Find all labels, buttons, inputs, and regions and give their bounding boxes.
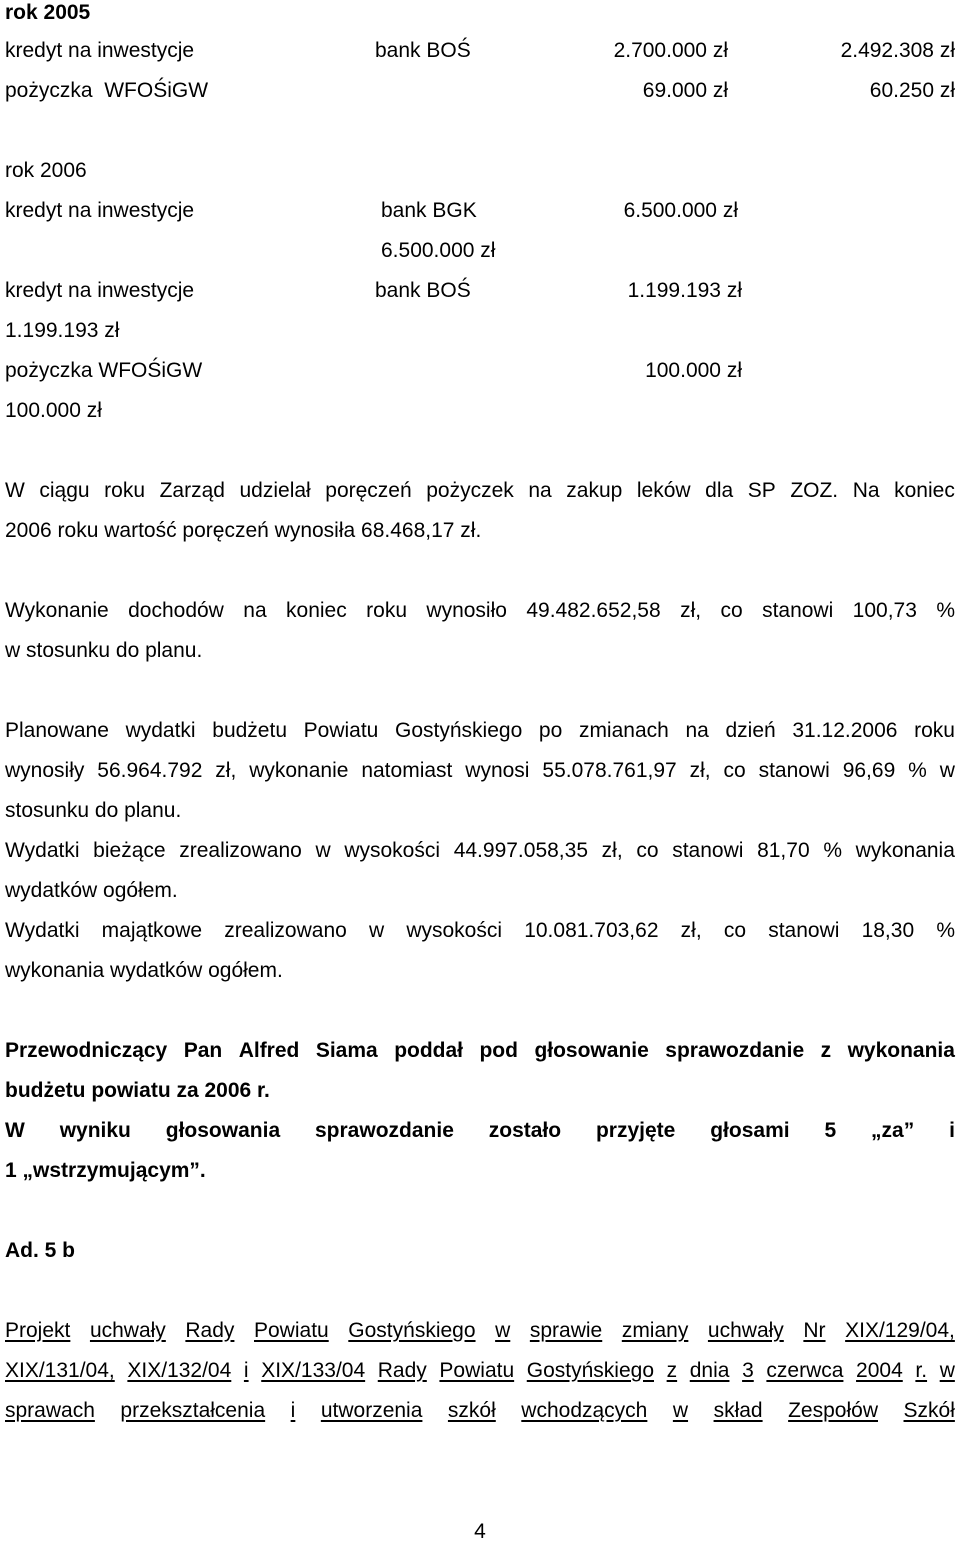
word: stanowi [672, 839, 744, 862]
word: 10.081.703,62 [524, 919, 659, 942]
word: Szkół [903, 1399, 955, 1422]
loan-type: kredyt na inwestycje [5, 279, 195, 302]
word: co [720, 599, 743, 622]
word: zł, [689, 759, 711, 782]
word: z [820, 1039, 832, 1062]
word: sprawozdanie [665, 1039, 805, 1062]
word: 96,69 [842, 759, 896, 782]
word: 81,70 [757, 839, 810, 862]
word: Wydatki [5, 839, 80, 862]
loan-amount-remaining: 1.199.193 zł [5, 319, 120, 342]
paragraph-vote-result-line: 1 „wstrzymującym”. [5, 1159, 206, 1182]
word: Alfred [238, 1039, 300, 1062]
word: i [949, 1119, 955, 1142]
word: przyjęte [595, 1119, 676, 1142]
loan-amount-remaining: 100.000 zł [5, 399, 102, 422]
word: poręczeń [325, 479, 412, 502]
loan-amount: 100.000 zł [645, 359, 742, 382]
word: zostało [488, 1119, 562, 1142]
word: zrealizowano [224, 919, 347, 942]
section-heading-2005: rok 2005 [5, 1, 91, 24]
word: Powiatu [303, 719, 379, 742]
word: udzielał [239, 479, 311, 502]
paragraph-vote-result-line [5, 1118, 955, 1144]
word: Siama [315, 1039, 378, 1062]
word: zł, [215, 759, 237, 782]
word: koniec [894, 479, 955, 502]
word: wysokości [344, 839, 441, 862]
word: przekształcenia [120, 1399, 266, 1422]
word: w [939, 1359, 955, 1382]
word: wykonania [847, 1039, 955, 1062]
loan-type: pożyczka WFOŚiGW [5, 359, 203, 382]
word: 31.12.2006 [792, 719, 898, 742]
loan-amount-remaining: 6.500.000 zł [381, 239, 496, 262]
loan-amount-remaining: 2.492.308 zł [840, 39, 955, 62]
word: głosowanie [534, 1039, 649, 1062]
word: Powiatu [439, 1359, 515, 1382]
word: uchwały [89, 1319, 166, 1342]
word: SP [747, 479, 776, 502]
word: wykonania [855, 839, 955, 862]
loan-type: pożyczka WFOŚiGW [5, 79, 209, 102]
word: utworzenia [320, 1399, 423, 1422]
word: Przewodniczący [5, 1039, 168, 1062]
word: XIX/131/04, [5, 1359, 115, 1382]
loan-amount: 6.500.000 zł [623, 199, 738, 222]
word: % [936, 919, 955, 942]
word: 55.078.761,97 [542, 759, 677, 782]
word: i [243, 1359, 249, 1382]
paragraph-income-line [5, 598, 955, 624]
paragraph-expenses-line [5, 758, 955, 784]
word: skład [713, 1399, 763, 1422]
word: pożyczek [426, 479, 514, 502]
word: W [5, 479, 25, 502]
word: zmianach [578, 719, 669, 742]
word: 56.964.792 [97, 759, 203, 782]
loan-bank: bank BOŚ [375, 279, 471, 302]
word: zł, [680, 919, 702, 942]
word: w [939, 759, 955, 782]
word: Zarząd [159, 479, 225, 502]
word: 100,73 [852, 599, 917, 622]
word: roku [366, 599, 407, 622]
word: Powiatu [254, 1319, 329, 1342]
paragraph-current-expenses-line: wydatków ogółem. [5, 879, 178, 902]
section-heading-2006: rok 2006 [5, 159, 87, 182]
loan-amount: 2.700.000 zł [613, 39, 728, 62]
word: zrealizowano [179, 839, 302, 862]
word: zakup [566, 479, 623, 502]
word: Wykonanie [5, 599, 109, 622]
word: XIX/129/04, [845, 1319, 955, 1342]
word: na [243, 599, 267, 622]
word: 5 [824, 1119, 837, 1142]
word: natomiast [361, 759, 453, 782]
loan-amount: 69.000 zł [642, 79, 728, 102]
word: Na [852, 479, 880, 502]
word: z [666, 1359, 678, 1382]
word: Rady [185, 1319, 235, 1342]
word: na [685, 719, 709, 742]
word: co [723, 919, 747, 942]
word: poddał [394, 1039, 464, 1062]
paragraph-capital-expenses-line [5, 918, 955, 944]
word: W [5, 1119, 25, 1142]
paragraph-expenses-line [5, 718, 955, 744]
word: 44.997.058,35 [453, 839, 588, 862]
word: sprawozdanie [315, 1119, 454, 1142]
word: w [495, 1319, 511, 1342]
word: majątkowe [101, 919, 203, 942]
word: dochodów [128, 599, 224, 622]
word: Wydatki [5, 919, 80, 942]
word: % [823, 839, 842, 862]
word: wynosiło [426, 599, 507, 622]
paragraph-current-expenses-line [5, 838, 955, 864]
paragraph-expenses-line: stosunku do planu. [5, 799, 182, 822]
loan-bank: bank BGK [381, 199, 477, 222]
word: Nr [803, 1319, 826, 1342]
word: bieżące [93, 839, 166, 862]
word: ciągu [39, 479, 90, 502]
word: wydatki [125, 719, 196, 742]
word: po [538, 719, 563, 742]
word: % [908, 759, 927, 782]
word: wykonanie [249, 759, 349, 782]
word: Gostyńskiego [348, 1319, 476, 1342]
loan-type: kredyt na inwestycje [5, 199, 195, 222]
word: w [368, 919, 385, 942]
word: dla [705, 479, 734, 502]
word: zł, [601, 839, 623, 862]
word: sprawie [529, 1319, 603, 1342]
word: pod [479, 1039, 518, 1062]
word: czerwca [766, 1359, 844, 1382]
word: 18,30 [861, 919, 915, 942]
word: stanowi [768, 919, 840, 942]
loan-amount: 1.199.193 zł [627, 279, 742, 302]
word: wynosiły [5, 759, 85, 782]
word: uchwały [707, 1319, 784, 1342]
word: 3 [742, 1359, 754, 1382]
word: zmiany [621, 1319, 689, 1342]
paragraph-capital-expenses-line: wykonania wydatków ogółem. [5, 959, 283, 982]
word: szkół [447, 1399, 496, 1422]
loan-type: kredyt na inwestycje [5, 39, 195, 62]
page-number: 4 [474, 1520, 486, 1543]
word: co [636, 839, 659, 862]
word: XIX/132/04 [127, 1359, 232, 1382]
word: wchodzących [521, 1399, 648, 1422]
word: stanowi [762, 599, 834, 622]
word: XIX/133/04 [261, 1359, 366, 1382]
word: Zespołów [788, 1399, 878, 1422]
word: w [315, 839, 331, 862]
word: głosami [710, 1119, 790, 1142]
word: wyniku [59, 1119, 131, 1142]
word: wysokości [406, 919, 503, 942]
resolution-title-line [5, 1318, 955, 1344]
word: sprawach [5, 1399, 95, 1422]
word: Projekt [5, 1319, 71, 1342]
word: roku [104, 479, 146, 502]
word: leków [636, 479, 691, 502]
word: w [672, 1399, 689, 1422]
word: głosowania [165, 1119, 281, 1142]
word: % [936, 599, 955, 622]
resolution-title-line [5, 1398, 955, 1424]
word: wynosi [465, 759, 530, 782]
word: Planowane [5, 719, 109, 742]
word: zł, [680, 599, 702, 622]
paragraph-guarantees-line: 2006 roku wartość poręczeń wynosiła 68.468,17 zł. [5, 519, 482, 542]
word: koniec [286, 599, 347, 622]
paragraph-income-line: w stosunku do planu. [5, 639, 203, 662]
loan-amount-remaining: 60.250 zł [869, 79, 955, 102]
word: Gostyńskiego [395, 719, 523, 742]
word: na [528, 479, 552, 502]
word: Gostyńskiego [526, 1359, 654, 1382]
paragraph-vote-call-line [5, 1038, 955, 1064]
word: r. [915, 1359, 928, 1382]
word: ZOZ. [790, 479, 839, 502]
word: stanowi [758, 759, 830, 782]
resolution-title-line [5, 1358, 955, 1384]
word: 49.482.652,58 [526, 599, 661, 622]
word: dnia [689, 1359, 730, 1382]
word: Pan [183, 1039, 223, 1062]
paragraph-vote-call-line: budżetu powiatu za 2006 r. [5, 1079, 270, 1102]
word: i [290, 1399, 296, 1422]
word: budżetu [212, 719, 287, 742]
loan-bank: bank BOŚ [375, 39, 471, 62]
word: dzień [725, 719, 776, 742]
word: roku [914, 719, 955, 742]
agenda-item-heading: Ad. 5 b [5, 1239, 76, 1262]
word: 2004 [856, 1359, 903, 1382]
word: Rady [377, 1359, 427, 1382]
word: co [723, 759, 746, 782]
paragraph-guarantees-line [5, 478, 955, 504]
word: „za” [871, 1119, 915, 1142]
